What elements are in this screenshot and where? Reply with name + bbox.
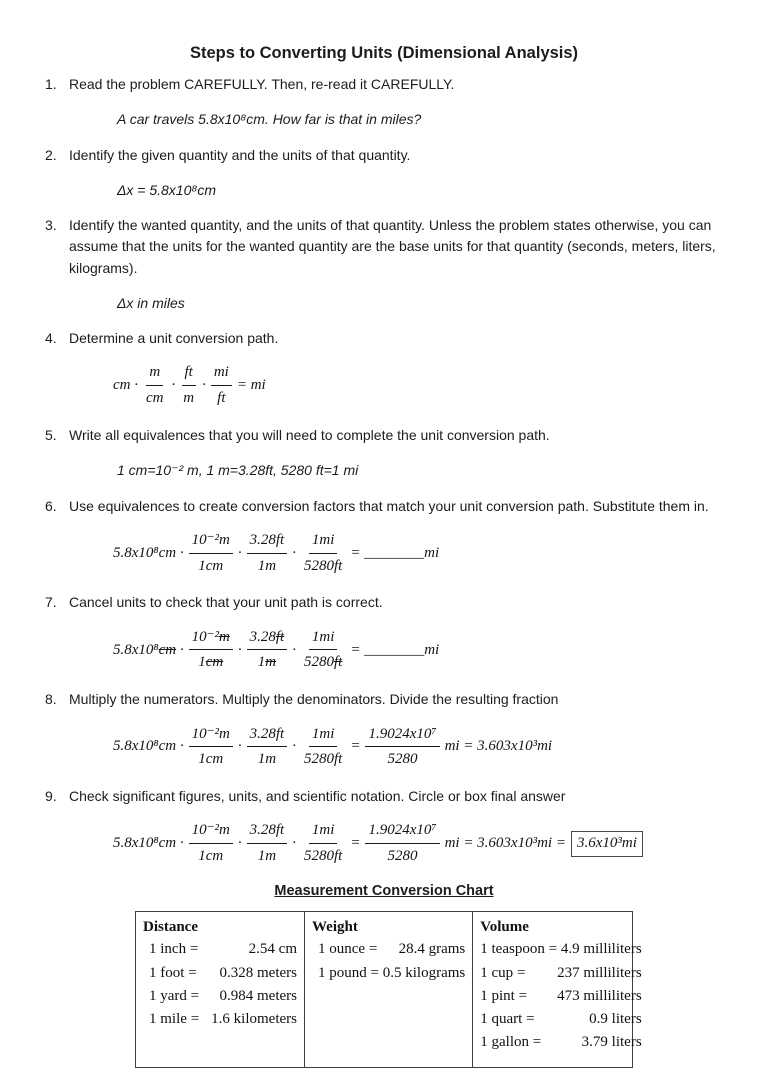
equation-term: 1m [257,848,277,865]
row-equals: = [368,941,378,958]
fraction-numerator [189,723,233,748]
fraction-denominator [255,554,279,578]
step-number: 3. [45,217,57,234]
cancelled-unit: ft [333,654,343,671]
equation-text [238,735,242,758]
fraction [247,529,288,578]
step-body [69,425,723,483]
equation-text [350,832,360,855]
equation-term: · [292,641,296,658]
table-row [312,962,465,985]
equation-term: · [171,377,176,394]
step-item-9 [45,786,723,870]
table-row [143,962,297,985]
row-label: 1 cup [480,964,514,981]
equation-term: 5280ft [303,848,343,865]
equation-term: = [350,835,361,852]
row-equals: = [370,964,379,981]
step-equation-eq8 [113,723,723,772]
fraction-denominator [301,747,345,771]
fraction-denominator [301,650,345,674]
step-example: Δx = 5.8x10⁸cm [117,181,217,198]
row-equals: = [532,1034,542,1051]
row-value: 0.9 liters [589,1011,642,1028]
equation-term: 1.9024x10⁷ [368,725,437,742]
equation-text [237,374,266,397]
equation-text [238,639,242,662]
fraction [189,529,233,578]
row-value: 4.9 milliliters [560,941,642,958]
equation-term: 3.28ft [249,822,285,839]
table-row [480,938,641,961]
fraction-numerator [309,723,338,748]
table-column-weight [304,912,472,1067]
fraction-numerator [189,626,233,651]
fraction-denominator [255,747,279,771]
step-equation-eq4 [113,361,723,410]
equation-term: 5280ft [303,751,343,768]
equation-term: 10⁻²m [191,822,230,839]
row-label: 1 pint [480,987,515,1004]
cancelled-unit: cm [158,641,177,658]
step-item-3 [45,215,723,315]
row-label: 1 mile [149,1011,187,1028]
equation-term: 1cm [198,751,224,768]
fraction-numerator [365,819,439,844]
step-text: Read the problem CAREFULLY. Then, re-read it CAREFULLY. [69,76,455,92]
equation-term: · [202,377,206,394]
equation-text [445,735,553,758]
step-item-1 [45,74,723,132]
equation-term: 3.28 [249,628,276,645]
column-header: Weight [312,918,358,935]
equation-term: 3.6x10³mi [576,834,637,851]
equation-term: m [183,390,195,407]
cancelled-unit: m [265,654,277,671]
fraction-denominator [255,844,279,868]
table-row [143,1008,297,1031]
table-row [480,962,641,985]
equation-term: 10⁻²m [191,725,230,742]
fraction [189,626,233,675]
conversion-table [135,911,642,1068]
step-item-6 [45,496,723,580]
fraction [301,819,345,868]
equation-term: 1.9024x10⁷ [368,822,437,839]
equation-term: cm [146,390,164,407]
page-title: Steps to Converting Units (Dimensional Analysis) [189,44,579,62]
step-item-5 [45,425,723,483]
column-header: Distance [143,918,198,935]
row-label: 1 gallon [480,1034,529,1051]
equation-term: · [237,641,242,658]
equation-term: 5.8x10⁸cm · [113,544,184,561]
equation-term: 1mi [311,531,335,548]
row-value: 28.4 grams [398,941,466,958]
row-equals: = [190,987,200,1004]
row-equals: = [526,1011,535,1028]
row-equals: = [516,964,526,981]
boxed-final-answer [571,831,643,857]
step-number: 7. [45,594,57,611]
fraction [365,723,439,772]
equation-text [113,735,184,758]
fraction [301,626,345,675]
equation-text [350,639,439,662]
step-item-7 [45,592,723,676]
equation-term: ft [184,364,193,381]
equation-term: 5280 [303,654,334,671]
row-label: 1 inch [149,941,187,958]
fraction-denominator [195,747,226,771]
row-equals: = [189,941,199,958]
step-body [69,689,723,773]
fraction-numerator [309,529,338,554]
table-row [480,1031,641,1054]
equation-text [350,735,360,758]
equation-text [113,542,184,565]
equation-text [292,735,296,758]
step-text: Check significant figures, units, and scientific notation. Circle or box final answer [69,788,566,805]
fraction [189,723,233,772]
row-value: 1.6 kilometers [211,1011,297,1028]
equation-term: mi = 3.603x10³mi [444,738,553,755]
row-value: 0.328 meters [219,964,297,981]
step-text: Write all equivalences that you will need to complete the unit conversion path. [69,426,550,443]
fraction-numerator [189,529,233,554]
fraction-denominator [143,386,167,410]
row-value: 0.5 kilograms [382,964,466,981]
equation-term: ft [217,390,226,407]
row-value: 237 milliliters [557,964,642,981]
equation-term: 5280 [387,848,418,865]
step-text: Identify the given quantity and the units of that quantity. [69,146,411,163]
fraction-denominator [301,844,345,868]
step-number: 6. [45,497,57,514]
step-equation-eq6 [113,529,723,578]
step-example: A car travels 5.8x10⁸cm. How far is that in miles? [117,111,422,128]
equation-text [113,639,184,662]
cancelled-unit: m [219,628,230,645]
fraction [180,361,197,410]
column-header: Volume [480,918,529,935]
step-text: Multiply the numerators. Multiply the denominators. Divide the resulting fraction [69,691,559,708]
step-number: 8. [45,691,57,708]
row-label: 1 ounce [318,941,366,958]
equation-term: = ________mi [350,641,440,658]
fraction [247,626,288,675]
steps-list [45,74,723,870]
fraction [365,819,439,868]
fraction-denominator [195,554,226,578]
fraction [301,529,345,578]
fraction-numerator [182,361,196,386]
equation-term: 1m [257,557,277,574]
table-row [312,938,465,961]
fraction-denominator [385,747,421,771]
row-label: 1 yard [149,987,187,1004]
equation-text [292,639,296,662]
equation-term: 1mi [311,725,335,742]
fraction-numerator [247,819,288,844]
row-label: 1 quart [480,1011,523,1028]
table-row [480,985,641,1008]
equation-term: 1mi [311,628,335,645]
step-number: 5. [45,426,57,443]
fraction-numerator [146,361,163,386]
step-equation-eq7 [113,626,723,675]
row-label: 1 foot [149,964,185,981]
row-equals: = [518,987,528,1004]
table-column-volume [472,912,648,1067]
cancelled-unit: ft [275,628,285,645]
equation-term: · [292,738,296,755]
step-item-2 [45,145,723,203]
equation-term: · [237,835,242,852]
fraction-denominator [301,554,345,578]
equation-term: 3.28ft [249,725,285,742]
fraction [247,819,288,868]
fraction-numerator [247,626,288,651]
fraction-numerator [247,723,288,748]
equation-term: mi [213,364,229,381]
equation-term: mi = 3.603x10³mi = [444,835,566,852]
step-equation-eq9 [113,819,723,868]
equation-term: 1mi [311,822,335,839]
step-item-4 [45,328,723,412]
equation-term: 1cm [198,848,224,865]
row-value: 473 milliliters [557,987,642,1004]
step-body [69,592,723,676]
row-label: 1 teaspoon [480,941,545,958]
equation-term: · [292,544,296,561]
fraction-denominator [195,650,226,674]
row-value: 3.79 liters [581,1034,642,1051]
fraction [301,723,345,772]
row-equals: = [188,964,197,981]
row-value: 2.54 cm [248,941,297,958]
step-body [69,215,723,315]
step-body [69,145,723,203]
fraction-numerator [189,819,233,844]
table-row [480,1008,641,1031]
step-body [69,328,723,412]
step-text: Cancel units to check that your unit path is correct. [69,594,383,611]
fraction-denominator [214,386,228,410]
table-row [143,938,297,961]
equation-text [113,832,184,855]
equation-text [113,374,138,397]
fraction-denominator [195,844,226,868]
step-text: Use equivalences to create conversion factors that match your unit conversion path. Substitute them in. [69,497,709,514]
equation-term: = ________mi [350,544,440,561]
fraction [247,723,288,772]
fraction-denominator [385,844,421,868]
equation-text [445,832,566,855]
equation-term: 1 [198,654,206,671]
equation-term: · [237,544,242,561]
fraction [189,819,233,868]
step-number: 1. [45,76,57,92]
equation-text [350,542,439,565]
equation-term: 5.8x10⁸cm · [113,738,184,755]
equation-term: 5.8x10⁸cm · [113,835,184,852]
equation-text [172,374,176,397]
cancelled-unit: cm [205,654,224,671]
row-equals: = [190,1011,200,1028]
equation-term: · [237,738,242,755]
fraction-numerator [309,626,338,651]
equation-text [238,542,242,565]
fraction-denominator [255,650,279,674]
equation-term: 1 [257,654,266,671]
step-body [69,786,723,870]
fraction [143,361,167,410]
equation-term: 5.8x10⁸ [113,641,159,658]
fraction-numerator [365,723,439,748]
fraction-numerator [211,361,232,386]
conversion-chart-title: Measurement Conversion Chart [274,882,494,899]
row-label: 1 pound [318,964,367,981]
fraction-denominator [180,386,197,410]
equation-text [292,542,296,565]
step-number: 4. [45,330,57,347]
equation-term: cm · [113,377,138,394]
fraction-numerator [247,529,288,554]
equation-term: 1m [257,751,277,768]
step-body [69,496,723,580]
equation-term: 10⁻²m [191,531,230,548]
equation-term: = mi [236,377,266,394]
equation-term: 1cm [198,557,224,574]
equation-text [238,832,242,855]
equation-term: 5280ft [303,557,343,574]
step-example: 1 cm=10⁻² m, 1 m=3.28ft, 5280 ft=1 mi [117,462,359,479]
equation-text [292,832,296,855]
equation-term: · [176,641,184,658]
equation-term: · [292,835,296,852]
step-number: 2. [45,146,57,163]
table-column-distance [136,912,304,1067]
equation-term: 3.28ft [249,531,285,548]
step-text: Identify the wanted quantity, and the units of that quantity. Unless the problem states otherwise, you can assume that the units for the wanted quantity are the base units for that quantity (seconds, meters, liters, kilograms). [69,217,716,276]
fraction-numerator [309,819,338,844]
row-value: 0.984 meters [219,987,297,1004]
equation-text [202,374,206,397]
step-body [69,74,723,132]
step-example: Δx in miles [117,294,185,311]
table-row [143,985,297,1008]
step-number: 9. [45,788,57,805]
step-item-8 [45,689,723,773]
step-text: Determine a unit conversion path. [69,330,279,347]
equation-term: 10⁻² [191,628,220,645]
fraction [211,361,232,410]
equation-term: = [350,738,361,755]
equation-term: 5280 [387,751,418,768]
row-equals: = [548,941,558,958]
equation-term: m [149,364,161,381]
